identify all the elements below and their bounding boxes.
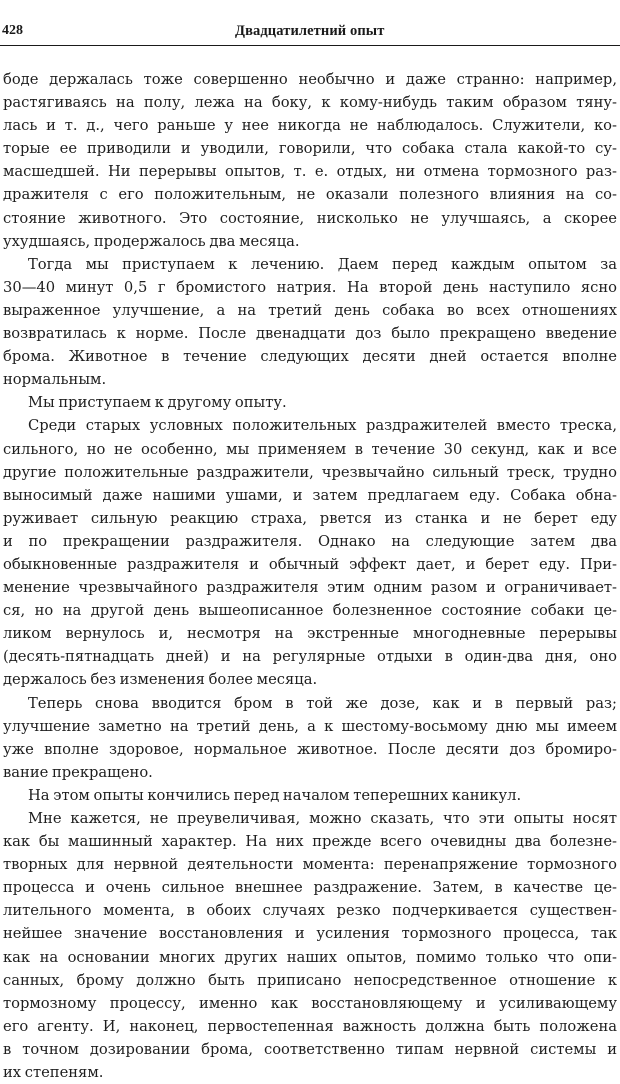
- text-line: дражителя с его положительным, не оказали полезного влияния на со-: [3, 186, 617, 204]
- text-line: и по прекращении раздражителя. Однако на следующие затем два: [3, 532, 617, 550]
- text-line: держалось без изменения более месяца.: [3, 671, 318, 689]
- text-line: как на основании многих других наших опытов, помимо только что опи-: [3, 948, 617, 966]
- text-line: менение чрезвычайного раздражителя этим одним разом и ограничивает-: [3, 579, 617, 597]
- text-line: руживает сильную реакцию страха, рвется из станка и не берет еду: [3, 509, 617, 527]
- text-line: стояние животного. Это состояние, нисколько не улучшаясь, а скорее: [3, 209, 617, 227]
- text-line: На этом опыты кончились перед началом теперешних каникул.: [28, 786, 522, 804]
- text-line: в точном дозировании брома, соответственно типам нервной системы и: [3, 1040, 617, 1058]
- text-line: улучшение заметно на третий день, а к шестому-восьмому дню мы имеем: [3, 717, 617, 735]
- text-line: лительного момента, в обоих случаях резко подчеркивается существен-: [3, 902, 617, 920]
- text-line: другие положительные раздражители, чрезвычайно сильный треск, трудно: [3, 463, 617, 481]
- text-line: творных для нервной деятельности момента: перенапряжение тормозного: [3, 856, 617, 874]
- text-line: Мне кажется, не преувеличивая, можно сказать, что эти опыты носят: [28, 810, 617, 827]
- text-line: ликом вернулось и, несмотря на экстренные многодневные перерывы: [3, 625, 617, 643]
- text-line: вание прекращено.: [3, 763, 153, 781]
- text-line: его агенту. И, наконец, первостепенная важность должна быть положена: [3, 1017, 617, 1035]
- text-line: их степеням.: [3, 1064, 104, 1082]
- text-line: Среди старых условных положительных раздражителей вместо треска,: [28, 417, 617, 435]
- text-line: выраженное улучшение, а на третий день собака во всех отношениях: [3, 301, 617, 319]
- text-line: 30—40 минут 0,5 г бромистого натрия. На второй день наступило ясно: [3, 278, 617, 296]
- text-line: ся, но на другой день вышеописанное болезненное состояние собаки це-: [3, 602, 617, 620]
- text-line: как бы машинный характер. На них прежде всего очевидны два болезне-: [3, 833, 617, 851]
- text-line: уже вполне здоровое, нормальное животное. После десяти доз бромиро-: [3, 740, 617, 758]
- page-number: 428: [2, 23, 23, 38]
- text-line: санных, брому должно быть приписано непосредственное отношение к: [3, 971, 617, 989]
- text-line: лась и т. д., чего раньше у нее никогда не наблюдалось. Служители, ко-: [3, 117, 617, 135]
- text-line: возвратилась к норме. После двенадцати доз было прекращено введение: [3, 325, 617, 343]
- text-line: брома. Животное в течение следующих десяти дней остается вполне: [3, 348, 617, 366]
- text-line: нормальным.: [3, 371, 107, 389]
- text-line: нейшее значение восстановления и усиления тормозного процесса, так: [3, 925, 617, 943]
- running-title: Двадцатилетний опыт: [235, 23, 385, 39]
- header-rule: [0, 45, 620, 46]
- text-line: ухудшаясь, продержалось два месяца.: [3, 232, 300, 250]
- text-line: масшедшей. Ни перерывы опытов, т. е. отдых, ни отмена тормозного раз-: [3, 163, 617, 181]
- text-line: Мы приступаем к другому опыту.: [28, 394, 287, 412]
- text-line: выносимый даже нашими ушами, и затем предлагаем еду. Собака обна-: [3, 486, 617, 504]
- body-text: [3, 68, 617, 1084]
- text-line: процесса и очень сильное внешнее раздражение. Затем, в качестве це-: [3, 879, 617, 897]
- text-line: обыкновенные раздражителя и обычный эффект дает, и берет еду. При-: [3, 555, 617, 573]
- text-line: (десять-пятнадцать дней) и на регулярные отдыхи в один-два дня, оно: [3, 648, 617, 666]
- text-line: боде держалась тоже совершенно необычно и даже странно: например,: [3, 71, 617, 88]
- text-line: растягиваясь на полу, лежа на боку, к кому-нибудь таким образом тяну-: [3, 94, 617, 112]
- text-line: тормозному процессу, именно как восстановляющему и усиливающему: [3, 994, 617, 1012]
- text-line: Тогда мы приступаем к лечению. Даем перед каждым опытом за: [28, 255, 617, 273]
- text-line: торые ее приводили и уводили, говорили, что собака стала какой-то су-: [3, 140, 617, 158]
- text-line: сильного, но не особенно, мы применяем в течение 30 секунд, как и все: [3, 440, 617, 458]
- page-header: [0, 22, 620, 42]
- text-line: Теперь снова вводится бром в той же дозе, как и в первый раз;: [28, 694, 617, 712]
